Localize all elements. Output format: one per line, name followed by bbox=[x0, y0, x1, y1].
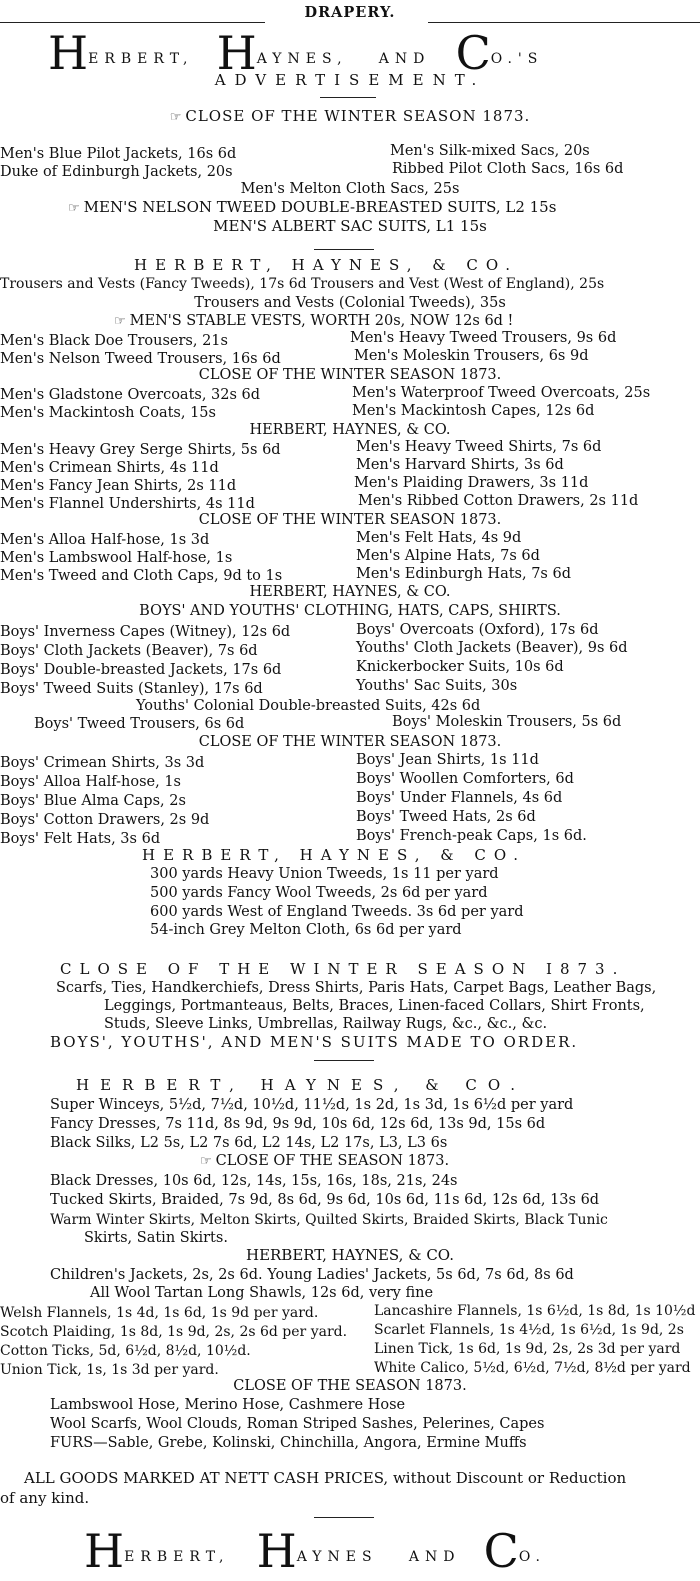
list-item: Men's Plaiding Drawers, 3s 11d bbox=[354, 475, 589, 491]
list-item: Boys' Jean Shirts, 1s 11d bbox=[356, 752, 539, 768]
list-item: Men's Fancy Jean Shirts, 2s 11d bbox=[0, 478, 237, 494]
drop-cap-c: C bbox=[483, 1524, 519, 1578]
list-item: Lancashire Flannels, 1s 6½d, 1s 8d, 1s 10½d bbox=[374, 1303, 696, 1319]
list-item: Boys' Felt Hats, 3s 6d bbox=[0, 831, 161, 847]
list-item: Boys' Under Flannels, 4s 6d bbox=[356, 790, 563, 806]
list-item: Men's Heavy Tweed Trousers, 9s 6d bbox=[350, 330, 617, 346]
list-item: Boys' Tweed Hats, 2s 6d bbox=[356, 809, 536, 825]
list-item: Black Silks, L2 5s, L2 7s 6d, L2 14s, L2 17s, L3, L3 6s bbox=[50, 1135, 448, 1151]
list-item: Children's Jackets, 2s, 2s 6d. Young Ladies' Jackets, 5s 6d, 7s 6d, 8s 6d bbox=[50, 1267, 574, 1283]
list-item: Boys' Double-breasted Jackets, 17s 6d bbox=[0, 662, 282, 678]
list-item: Men's Harvard Shirts, 3s 6d bbox=[356, 457, 564, 473]
list-item: 54-inch Grey Melton Cloth, 6s 6d per yard bbox=[150, 922, 462, 938]
list-item: Wool Scarfs, Wool Clouds, Roman Striped Sashes, Pelerines, Capes bbox=[50, 1416, 545, 1432]
list-item: Men's Blue Pilot Jackets, 16s 6d bbox=[0, 146, 237, 162]
list-item: Men's Heavy Grey Serge Shirts, 5s 6d bbox=[0, 442, 281, 458]
list-item: Men's Silk-mixed Sacs, 20s bbox=[390, 143, 590, 159]
footer-firm-name: HERBERT, HAYNES AND CO. bbox=[84, 1524, 546, 1578]
list-item: FURS—Sable, Grebe, Kolinski, Chinchilla, Angora, Ermine Muffs bbox=[50, 1435, 527, 1451]
suit-offer: MEN'S ALBERT SAC SUITS, L1 15s bbox=[213, 217, 487, 235]
list-item: 300 yards Heavy Union Tweeds, 1s 11 per yard bbox=[150, 866, 499, 882]
list-item: Super Winceys, 5½d, 7½d, 10½d, 11½d, 1s 2d, 1s 3d, 1s 6½d per yard bbox=[50, 1097, 574, 1113]
drop-cap-h2: H bbox=[216, 26, 257, 80]
section-title: DRAPERY. bbox=[304, 4, 396, 21]
list-item: Men's Crimean Shirts, 4s 11d bbox=[0, 460, 219, 476]
list-item: Studs, Sleeve Links, Umbrellas, Railway Rugs, &c., &c., &c. bbox=[104, 1016, 548, 1032]
list-item: Scarlet Flannels, 1s 4½d, 1s 6½d, 1s 9d, 2s bbox=[374, 1322, 684, 1338]
list-item: Welsh Flannels, 1s 4d, 1s 6d, 1s 9d per yard. bbox=[0, 1305, 319, 1321]
top-rule-right bbox=[428, 22, 700, 23]
made-to-order-heading: BOYS', YOUTHS', AND MEN'S SUITS MADE TO ORDER. bbox=[50, 1033, 579, 1051]
list-item: Men's Waterproof Tweed Overcoats, 25s bbox=[352, 385, 651, 401]
list-item: Men's Nelson Tweed Trousers, 16s 6d bbox=[0, 351, 281, 367]
firm-name-spaced: HERBERT, HAYNES, & CO. bbox=[142, 846, 527, 864]
list-item: Men's Alloa Half-hose, 1s 3d bbox=[0, 532, 210, 548]
firm-name: HERBERT, HAYNES, & CO. bbox=[249, 422, 451, 438]
list-item: Men's Flannel Undershirts, 4s 11d bbox=[0, 496, 255, 512]
list-item: Lambswool Hose, Merino Hose, Cashmere Hose bbox=[50, 1397, 406, 1413]
list-item: Boys' French-peak Caps, 1s 6d. bbox=[356, 828, 587, 844]
list-item: Men's Edinburgh Hats, 7s 6d bbox=[356, 566, 571, 582]
section-heading-spaced: CLOSE OF THE WINTER SEASON I873. bbox=[60, 960, 626, 978]
list-item: Boys' Tweed Suits (Stanley), 17s 6d bbox=[0, 681, 263, 697]
list-item: Boys' Cotton Drawers, 2s 9d bbox=[0, 812, 210, 828]
section-heading: CLOSE OF THE WINTER SEASON 1873. bbox=[198, 512, 502, 528]
list-item: Men's Gladstone Overcoats, 32s 6d bbox=[0, 387, 261, 403]
list-item: Fancy Dresses, 7s 11d, 8s 9d, 9s 9d, 10s 6d, 12s 6d, 13s 9d, 15s 6d bbox=[50, 1116, 546, 1132]
list-item: Knickerbocker Suits, 10s 6d bbox=[356, 659, 564, 675]
list-item: Youths' Sac Suits, 30s bbox=[356, 678, 518, 694]
list-item: 600 yards West of England Tweeds. 3s 6d per yard bbox=[150, 904, 524, 920]
list-item: Boys' Woollen Comforters, 6d bbox=[356, 771, 574, 787]
drop-cap-h2: H bbox=[256, 1524, 297, 1578]
list-item: Boys' Inverness Capes (Witney), 12s 6d bbox=[0, 624, 291, 640]
list-item: Union Tick, 1s, 1s 3d per yard. bbox=[0, 1362, 219, 1378]
list-item: Youths' Colonial Double-breasted Suits, 42s 6d bbox=[136, 698, 481, 714]
list-item: Men's Tweed and Cloth Caps, 9d to 1s bbox=[0, 568, 283, 584]
section-heading: CLOSE OF THE SEASON 1873. bbox=[233, 1378, 467, 1394]
section-heading: CLOSE OF THE WINTER SEASON 1873. bbox=[198, 367, 502, 383]
list-item: Men's Lambswool Half-hose, 1s bbox=[0, 550, 233, 566]
list-item: Men's Heavy Tweed Shirts, 7s 6d bbox=[356, 439, 602, 455]
list-item: Ribbed Pilot Cloth Sacs, 16s 6d bbox=[392, 161, 624, 177]
pointing-hand-icon: ☞ bbox=[169, 110, 182, 125]
section-heading: CLOSE OF THE WINTER SEASON 1873. bbox=[198, 734, 502, 750]
list-item: Boys' Moleskin Trousers, 5s 6d bbox=[392, 714, 622, 730]
list-item: Boys' Tweed Trousers, 6s 6d bbox=[34, 716, 245, 732]
list-item: Men's Alpine Hats, 7s 6d bbox=[356, 548, 540, 564]
list-item: Linen Tick, 1s 6d, 1s 9d, 2s, 2s 3d per yard bbox=[374, 1341, 681, 1357]
list-item: Men's Melton Cloth Sacs, 25s bbox=[240, 181, 460, 197]
list-item: Leggings, Portmanteaus, Belts, Braces, Linen-faced Collars, Shirt Fronts, bbox=[104, 998, 645, 1014]
list-item: Trousers and Vests (Fancy Tweeds), 17s 6d Trousers and Vest (West of England), 25s bbox=[0, 276, 605, 292]
suit-offer: ☞ MEN'S NELSON TWEED DOUBLE-BREASTED SUITS, L2 15s bbox=[68, 198, 557, 216]
list-item: Black Dresses, 10s 6d, 12s, 14s, 15s, 16s, 18s, 21s, 24s bbox=[50, 1173, 458, 1189]
close-season-heading: ☞ CLOSE OF THE WINTER SEASON 1873. bbox=[169, 107, 531, 125]
nett-cash-notice-end: of any kind. bbox=[0, 1489, 90, 1507]
list-item: Men's Moleskin Trousers, 6s 9d bbox=[354, 348, 589, 364]
list-item: Duke of Edinburgh Jackets, 20s bbox=[0, 164, 233, 180]
list-item: Men's Black Doe Trousers, 21s bbox=[0, 333, 228, 349]
drop-cap-h1: H bbox=[84, 1524, 125, 1578]
list-item: Boys' Overcoats (Oxford), 17s 6d bbox=[356, 622, 599, 638]
drop-cap-c: C bbox=[455, 26, 491, 80]
section-heading: BOYS' AND YOUTHS' CLOTHING, HATS, CAPS, SHIRTS. bbox=[139, 603, 561, 619]
short-rule bbox=[314, 1060, 374, 1061]
list-item: Youths' Cloth Jackets (Beaver), 9s 6d bbox=[356, 640, 628, 656]
short-rule bbox=[320, 97, 376, 98]
firm-name-spaced: HERBERT, HAYNES, & CO. bbox=[134, 256, 519, 274]
firm-name-spaced: HERBERT, HAYNES, & CO. bbox=[76, 1076, 527, 1094]
list-item: Boys' Crimean Shirts, 3s 3d bbox=[0, 755, 205, 771]
list-item: All Wool Tartan Long Shawls, 12s 6d, very fine bbox=[90, 1285, 434, 1301]
firm-name: HERBERT, HAYNES, & CO. bbox=[249, 584, 451, 600]
short-rule bbox=[314, 249, 374, 250]
stable-vest-offer: ☞ MEN'S STABLE VESTS, WORTH 20s, NOW 12s 6d ! bbox=[114, 313, 514, 329]
list-item: Skirts, Satin Skirts. bbox=[84, 1230, 228, 1246]
list-item: Trousers and Vests (Colonial Tweeds), 35s bbox=[194, 295, 506, 311]
list-item: Men's Ribbed Cotton Drawers, 2s 11d bbox=[358, 493, 639, 509]
list-item: Boys' Alloa Half-hose, 1s bbox=[0, 774, 181, 790]
list-item: Scotch Plaiding, 1s 8d, 1s 9d, 2s, 2s 6d per yard. bbox=[0, 1324, 348, 1340]
list-item: White Calico, 5½d, 6½d, 7½d, 8½d per yard bbox=[374, 1360, 691, 1376]
list-item: Men's Felt Hats, 4s 9d bbox=[356, 530, 522, 546]
masthead-subtitle: ADVERTISEMENT. bbox=[214, 71, 486, 89]
pointing-hand-icon: ☞ bbox=[200, 1154, 212, 1169]
pointing-hand-icon: ☞ bbox=[114, 314, 126, 329]
drop-cap-h1: H bbox=[48, 26, 89, 80]
list-item: Men's Mackintosh Capes, 12s 6d bbox=[352, 403, 595, 419]
short-rule bbox=[314, 1517, 374, 1518]
nett-cash-notice: ALL GOODS MARKED AT NETT CASH PRICES, without Discount or Reduction bbox=[24, 1469, 627, 1487]
list-item: Men's Mackintosh Coats, 15s bbox=[0, 405, 216, 421]
list-item: Tucked Skirts, Braided, 7s 9d, 8s 6d, 9s 6d, 10s 6d, 11s 6d, 12s 6d, 13s 6d bbox=[50, 1192, 600, 1208]
list-item: Cotton Ticks, 5d, 6½d, 8½d, 10½d. bbox=[0, 1343, 251, 1359]
top-rule-left bbox=[0, 22, 265, 23]
list-item: Boys' Cloth Jackets (Beaver), 7s 6d bbox=[0, 643, 258, 659]
close-season-heading: ☞ CLOSE OF THE SEASON 1873. bbox=[200, 1153, 450, 1169]
firm-name: HERBERT, HAYNES, & CO. bbox=[245, 1246, 454, 1264]
masthead-title: HERBERT, HAYNES, AND CO.'S bbox=[48, 26, 544, 80]
list-item: Boys' Blue Alma Caps, 2s bbox=[0, 793, 186, 809]
list-item: 500 yards Fancy Wool Tweeds, 2s 6d per yard bbox=[150, 885, 488, 901]
list-item: Scarfs, Ties, Handkerchiefs, Dress Shirts, Paris Hats, Carpet Bags, Leather Bags, bbox=[56, 980, 657, 996]
pointing-hand-icon: ☞ bbox=[68, 201, 80, 216]
list-item: Warm Winter Skirts, Melton Skirts, Quilted Skirts, Braided Skirts, Black Tunic bbox=[50, 1212, 608, 1228]
